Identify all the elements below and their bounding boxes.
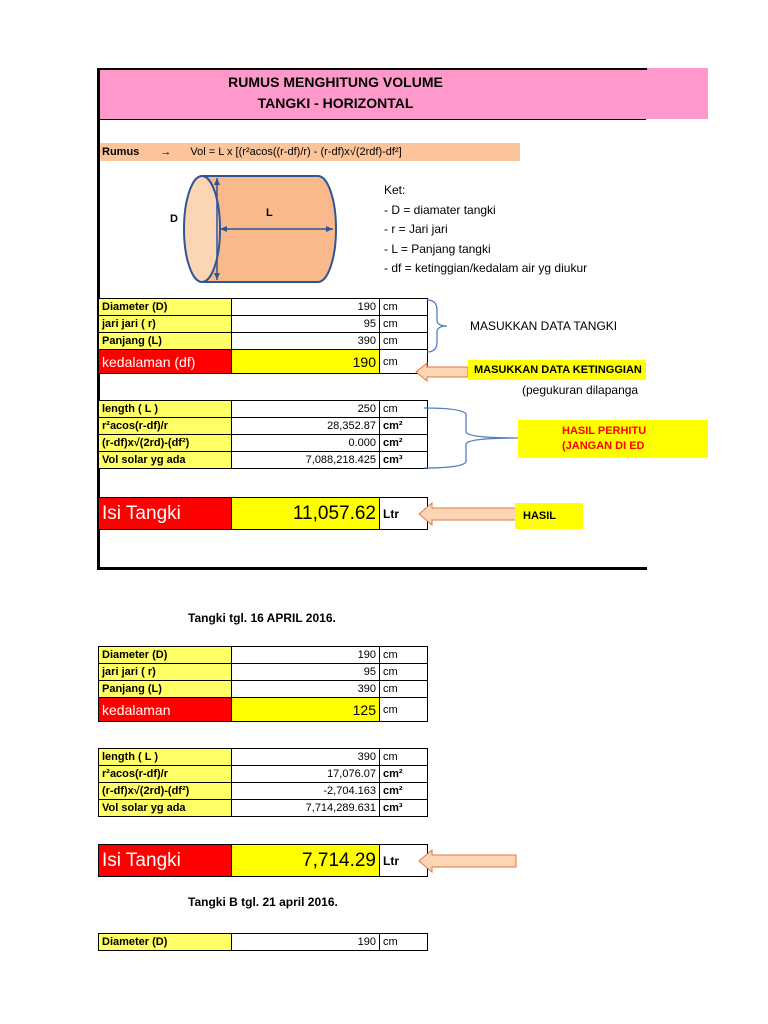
input-label: Diameter (D) [99, 934, 232, 951]
table-row [99, 934, 428, 951]
note-calc [518, 420, 708, 458]
header-line2: TANGKI - HORIZONTAL [257, 95, 414, 111]
table-row [99, 766, 428, 783]
tank3-input-table [98, 933, 428, 951]
result-unit: cm³ [380, 800, 428, 817]
result-unit: cm² [380, 783, 428, 800]
note-input-depth: MASUKKAN DATA KETINGGIAN [468, 360, 646, 380]
input-label: jari jari ( r) [99, 664, 232, 681]
result-value: 28,352.87 [232, 418, 380, 435]
input-unit: cm [380, 664, 428, 681]
total-unit: Ltr [380, 498, 428, 530]
frame-top-border [97, 68, 647, 70]
result-label: length ( L ) [99, 401, 232, 418]
legend-notes [384, 181, 587, 279]
result-label: Vol solar yg ada [99, 452, 232, 469]
result-value: 7,088,218.425 [232, 452, 380, 469]
depth-value[interactable]: 125 [232, 698, 380, 722]
depth-label: kedalaman (df) [99, 350, 232, 374]
result-value: -2,704.163 [232, 783, 380, 800]
table-row [99, 681, 428, 698]
table-row [99, 783, 428, 800]
depth-value[interactable]: 190 [232, 350, 380, 374]
tank2-input-table [98, 646, 428, 722]
table-row [99, 435, 428, 452]
depth-unit: cm [380, 350, 428, 374]
note-measure: (pegukuran dilapanga [522, 383, 639, 397]
table-row [99, 664, 428, 681]
result-value: 390 [232, 749, 380, 766]
depth-arrow-icon [415, 362, 470, 382]
table-row [99, 452, 428, 469]
input-unit: cm [380, 681, 428, 698]
cylinder-diagram [168, 170, 348, 285]
result-value: 0.000 [232, 435, 380, 452]
result-brace [422, 404, 522, 474]
result-value: 7,714,289.631 [232, 800, 380, 817]
result-unit: cm² [380, 435, 428, 452]
input-value[interactable]: 190 [232, 299, 380, 316]
note-calc-line1: HASIL PERHITU [562, 425, 647, 437]
input-value[interactable]: 95 [232, 316, 380, 333]
depth-row [99, 350, 428, 374]
input-value[interactable]: 390 [232, 333, 380, 350]
result-label: (r-df)x√(2rd)-(df²) [99, 783, 232, 800]
input-unit: cm [380, 316, 428, 333]
note-input-tank: MASUKKAN DATA TANGKI [470, 319, 618, 333]
table-row [99, 800, 428, 817]
cylinder-end [184, 176, 220, 282]
input-value[interactable]: 190 [232, 934, 380, 951]
formula-text: Vol = L x [(r²acos((r-df)/r) - (r-df)x√(2rdf)-df²] [190, 146, 402, 158]
table-row [99, 401, 428, 418]
legend-item: - r = Jari jari [384, 222, 448, 236]
input-unit: cm [380, 934, 428, 951]
note-result: HASIL [515, 503, 583, 529]
table-row [99, 749, 428, 766]
calc-result-table [98, 400, 428, 469]
input-brace [425, 298, 465, 354]
result-unit: cm² [380, 766, 428, 783]
input-label: Diameter (D) [99, 647, 232, 664]
result-value: 250 [232, 401, 380, 418]
table-row [99, 333, 428, 350]
total-value: 7,714.29 [232, 845, 380, 877]
total-row [99, 845, 428, 877]
header-line1: RUMUS MENGHITUNG VOLUME [228, 74, 443, 90]
note-calc-line2: (JANGAN DI ED [562, 440, 645, 452]
legend-title: Ket: [384, 183, 406, 197]
tank-input-table [98, 298, 428, 374]
frame-bottom-border [97, 567, 647, 570]
input-label: Panjang (L) [99, 333, 232, 350]
result-label: (r-df)x√(2rd)-(df²) [99, 435, 232, 452]
legend-item: - df = ketinggian/kedalam air yg diukur [384, 261, 588, 275]
formula-row [100, 143, 520, 161]
result-unit: cm [380, 401, 428, 418]
result-label: r²acos(r-df)/r [99, 766, 232, 783]
table-row [99, 647, 428, 664]
result-label: r²acos(r-df)/r [99, 418, 232, 435]
input-unit: cm [380, 333, 428, 350]
total2-arrow-icon [418, 849, 518, 873]
diameter-label: D [170, 213, 178, 225]
input-value[interactable]: 190 [232, 647, 380, 664]
total-label: Isi Tangki [99, 845, 232, 877]
input-value[interactable]: 390 [232, 681, 380, 698]
result-label: length ( L ) [99, 749, 232, 766]
input-label: Panjang (L) [99, 681, 232, 698]
total-unit: Ltr [380, 845, 428, 877]
legend-item: - D = diamater tangki [384, 202, 496, 217]
table-row [99, 316, 428, 333]
result-unit: cm³ [380, 452, 428, 469]
input-unit: cm [380, 647, 428, 664]
result-label: Vol solar yg ada [99, 800, 232, 817]
formula-arrow: → [160, 146, 172, 158]
input-value[interactable]: 95 [232, 664, 380, 681]
result-unit: cm² [380, 418, 428, 435]
input-label: jari jari ( r) [99, 316, 232, 333]
depth-row [99, 698, 428, 722]
result-unit: cm [380, 749, 428, 766]
tank2-result-table [98, 748, 428, 817]
section3-title: Tangki B tgl. 21 april 2016. [188, 895, 338, 909]
header-divider [100, 119, 646, 120]
total-value: 11,057.62 [232, 498, 380, 530]
total-label: Isi Tangki [99, 498, 232, 530]
formula-label: Rumus [102, 146, 140, 158]
tank2-total-table [98, 844, 428, 877]
table-row [99, 299, 428, 316]
depth-unit: cm [380, 698, 428, 722]
input-label: Diameter (D) [99, 299, 232, 316]
total-row [99, 498, 428, 530]
result-value: 17,076.07 [232, 766, 380, 783]
sheet-header [98, 68, 708, 119]
table-row [99, 418, 428, 435]
input-unit: cm [380, 299, 428, 316]
total-table [98, 497, 428, 530]
total-arrow-icon [418, 502, 518, 526]
length-label: L [266, 207, 273, 219]
section2-title: Tangki tgl. 16 APRIL 2016. [188, 611, 336, 625]
legend-item: - L = Panjang tangki [384, 241, 491, 256]
depth-label: kedalaman [99, 698, 232, 722]
